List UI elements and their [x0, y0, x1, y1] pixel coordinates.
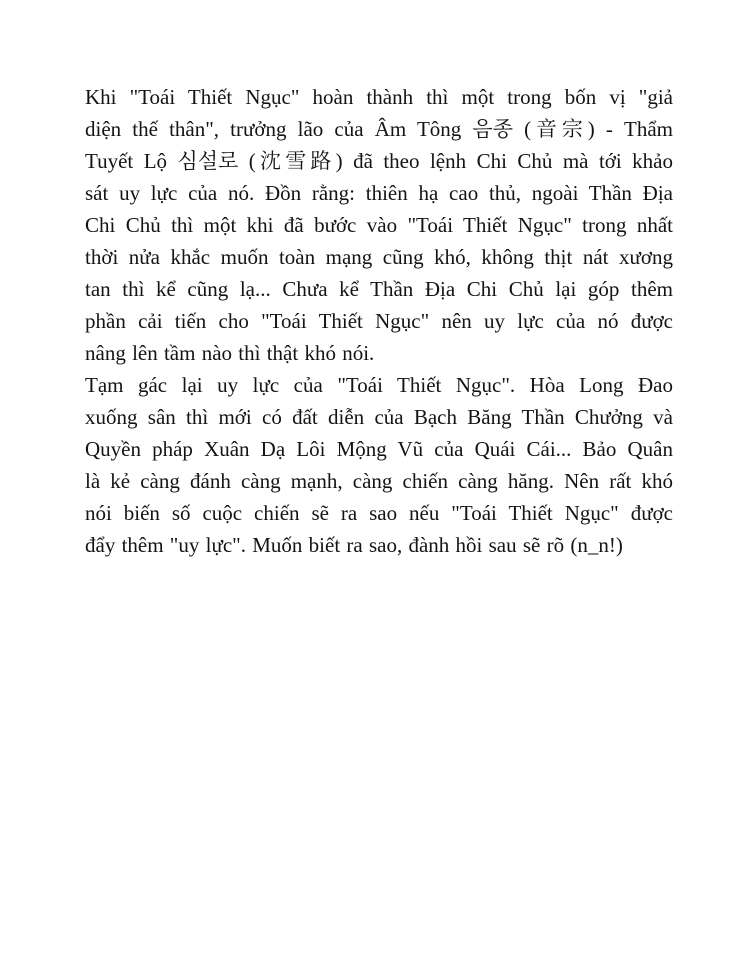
text-line: Khi "Toái Thiết Ngục" hoàn thành thì một trong bốn vị "giả [85, 85, 673, 109]
text-line: là kẻ càng đánh càng mạnh, càng chiến càng hăng. Nên rất khó [85, 469, 673, 493]
text-line: tan thì kể cũng lạ... Chưa kể Thần Địa Chi Chủ lại góp thêm [85, 277, 673, 301]
text-line: Tạm gác lại uy lực của "Toái Thiết Ngục". Hòa Long Đao [85, 373, 673, 397]
text-line: diện thế thân", trưởng lão của Âm Tông 음종 (音宗) - Thẩm [85, 117, 673, 141]
text-line: Tuyết Lộ 심설로 (沈雪路) đã theo lệnh Chi Chủ mà tới khảo [85, 149, 673, 173]
text-line: nâng lên tầm nào thì thật khó nói. [85, 341, 375, 365]
text-line: Quyền pháp Xuân Dạ Lôi Mộng Vũ của Quái Cái... Bảo Quân [85, 437, 673, 461]
paragraph-1 [85, 81, 673, 369]
text-line: Chi Chủ thì một khi đã bước vào "Toái Thiết Ngục" trong nhất [85, 213, 673, 237]
text-line: sát uy lực của nó. Đồn rằng: thiên hạ cao thủ, ngoài Thần Địa [85, 181, 673, 205]
text-line: nói biến số cuộc chiến sẽ ra sao nếu "Toái Thiết Ngục" được [85, 501, 673, 525]
paragraph-2 [85, 369, 673, 561]
text-line: phần cải tiến cho "Toái Thiết Ngục" nên uy lực của nó được [85, 309, 673, 333]
text-line: thời nửa khắc muốn toàn mạng cũng khó, không thịt nát xương [85, 245, 673, 269]
text-block [85, 81, 673, 561]
text-line: xuống sân thì mới có đất diễn của Bạch Băng Thần Chưởng và [85, 405, 673, 429]
text-line: đẩy thêm "uy lực". Muốn biết ra sao, đành hồi sau sẽ rõ (n_n!) [85, 533, 623, 557]
